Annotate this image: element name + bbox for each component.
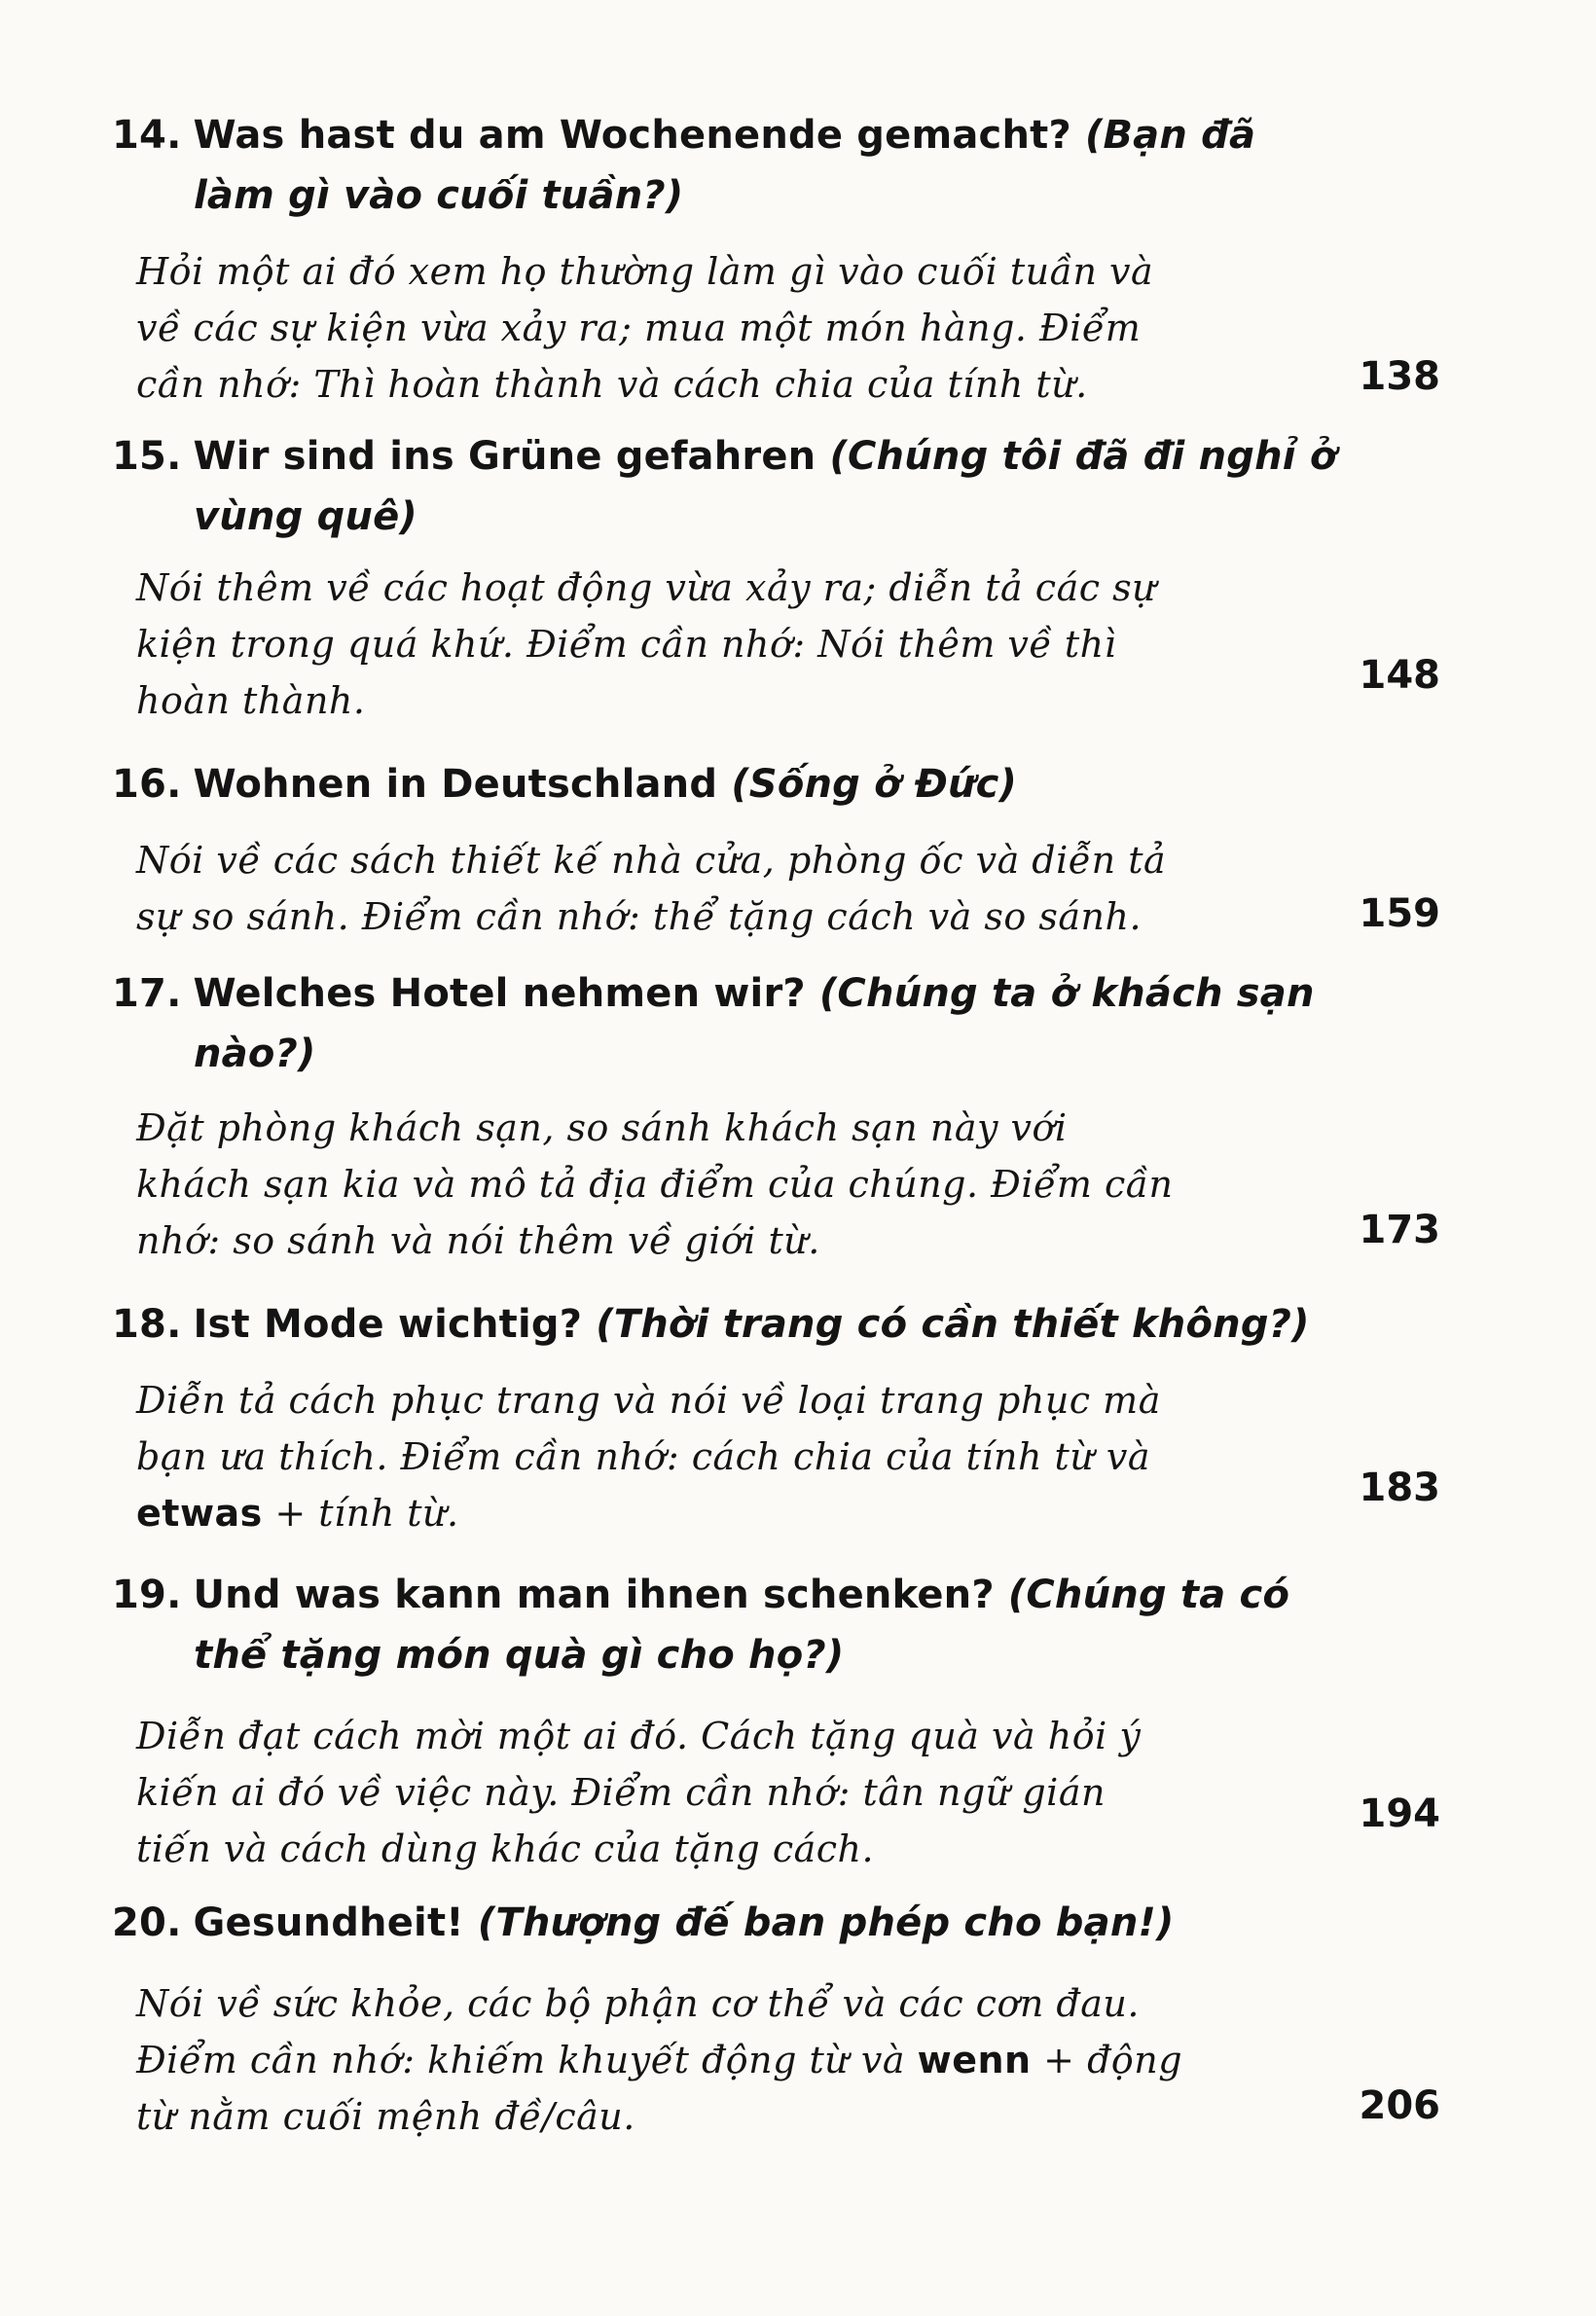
desc-line: Diễn đạt cách mời một ai đó. Cách tặng quà và hỏi ý [136, 1715, 1142, 1757]
page-number: 159 [1359, 891, 1440, 936]
desc-line: kiện trong quá khứ. Điểm cần nhớ: Nói thêm về thì [136, 623, 1117, 666]
page-number: 173 [1359, 1208, 1440, 1252]
entry-title-de: Ist Mode wichtig? [193, 1302, 583, 1347]
entry-title-vi: (Bạn đã [1085, 113, 1256, 158]
entry-heading [112, 963, 1315, 1084]
desc-line: khách sạn kia và mô tả địa điểm của chúng. Điểm cần [136, 1163, 1174, 1206]
entry-number: 14. [112, 113, 182, 158]
desc-line: cần nhớ: Thì hoàn thành và cách chia của tính từ. [136, 363, 1088, 406]
page-number: 148 [1359, 653, 1440, 698]
desc-line: tiến và cách dùng khác của tặng cách. [136, 1827, 875, 1870]
desc-line: sự so sánh. Điểm cần nhớ: thể tặng cách và so sánh. [136, 895, 1143, 938]
desc-line: Đặt phòng khách sạn, so sánh khách sạn này với [136, 1106, 1068, 1149]
page-number: 183 [1359, 1466, 1440, 1510]
entry-title-vi: (Thời trang có cần thiết không?) [596, 1302, 1310, 1347]
entry-number: 15. [112, 434, 182, 479]
entry-description [136, 560, 1255, 729]
entry-title-de: Gesundheit! [193, 1900, 464, 1945]
entry-number: 19. [112, 1573, 182, 1617]
entry-title-vi: (Chúng ta ở khách sạn [818, 971, 1315, 1016]
entry-description [136, 832, 1255, 945]
desc-line: Nói về sức khỏe, các bộ phận cơ thể và các cơn đau. [136, 1982, 1140, 2025]
entry-heading [112, 1893, 1260, 1953]
desc-line: Hỏi một ai đó xem họ thường làm gì vào cuối tuần và [136, 250, 1154, 293]
page-number: 194 [1359, 1791, 1440, 1836]
entry-heading [112, 1565, 1290, 1685]
desc-bold-term: etwas [136, 1492, 263, 1535]
desc-text: + động [1031, 2039, 1183, 2081]
desc-line: Diễn tả cách phục trang và nói về loại trang phục mà [136, 1379, 1161, 1422]
entry-number: 18. [112, 1302, 182, 1347]
entry-number: 20. [112, 1900, 182, 1945]
desc-line: hoàn thành. [136, 679, 366, 722]
entry-description [136, 1975, 1255, 2145]
entry-heading [112, 105, 1260, 226]
entry-title-de: Welches Hotel nehmen wir? [193, 971, 806, 1016]
entry-title-vi-cont: thể tặng món quà gì cho họ?) [194, 1633, 845, 1678]
page-number: 206 [1359, 2083, 1440, 2128]
entry-title-de: Und was kann man ihnen schenken? [193, 1573, 995, 1617]
desc-text: + tính từ. [262, 1492, 459, 1535]
entry-description [136, 1100, 1255, 1269]
entry-description [136, 243, 1255, 413]
desc-line: Nói về các sách thiết kế nhà cửa, phòng ốc và diễn tả [136, 839, 1167, 882]
entry-title-vi-cont: nào?) [194, 1031, 316, 1076]
entry-title-vi: (Sống ở Đức) [731, 762, 1018, 807]
desc-bold-term: wenn [917, 2039, 1032, 2081]
desc-line: bạn ưa thích. Điểm cần nhớ: cách chia của tính từ và [136, 1435, 1150, 1478]
entry-heading [112, 426, 1337, 547]
entry-title-vi: (Chúng ta có [1007, 1573, 1290, 1617]
entry-title-de: Wohnen in Deutschland [193, 762, 718, 807]
entry-title-vi-cont: vùng quê) [194, 494, 417, 539]
desc-line: kiến ai đó về việc này. Điểm cần nhớ: tân ngữ gián [136, 1771, 1106, 1814]
entry-title-de: Wir sind ins Grüne gefahren [193, 434, 816, 479]
entry-heading [112, 1294, 1310, 1355]
entry-description [136, 1708, 1255, 1877]
desc-text: Điểm cần nhớ: khiếm khuyết động từ và [136, 2039, 905, 2081]
entry-title-vi: (Chúng tôi đã đi nghỉ ở [829, 434, 1337, 479]
page-number: 138 [1359, 354, 1440, 399]
entry-description [136, 1372, 1255, 1541]
entry-title-vi: (Thượng đế ban phép cho bạn!) [477, 1900, 1175, 1945]
desc-line: từ nằm cuối mệnh đề/câu. [136, 2095, 635, 2138]
desc-line [136, 1485, 1255, 1541]
entry-number: 16. [112, 762, 182, 807]
entry-number: 17. [112, 971, 182, 1016]
desc-line: nhớ: so sánh và nói thêm về giới từ. [136, 1219, 820, 1262]
desc-line [136, 2032, 1255, 2088]
entry-heading [112, 754, 1260, 814]
desc-line: về các sự kiện vừa xảy ra; mua một món hàng. Điểm [136, 307, 1142, 349]
desc-line: Nói thêm về các hoạt động vừa xảy ra; diễn tả các sự [136, 566, 1157, 609]
entry-title-vi-cont: làm gì vào cuối tuần?) [194, 173, 684, 218]
entry-title-de: Was hast du am Wochenende gemacht? [193, 113, 1071, 158]
